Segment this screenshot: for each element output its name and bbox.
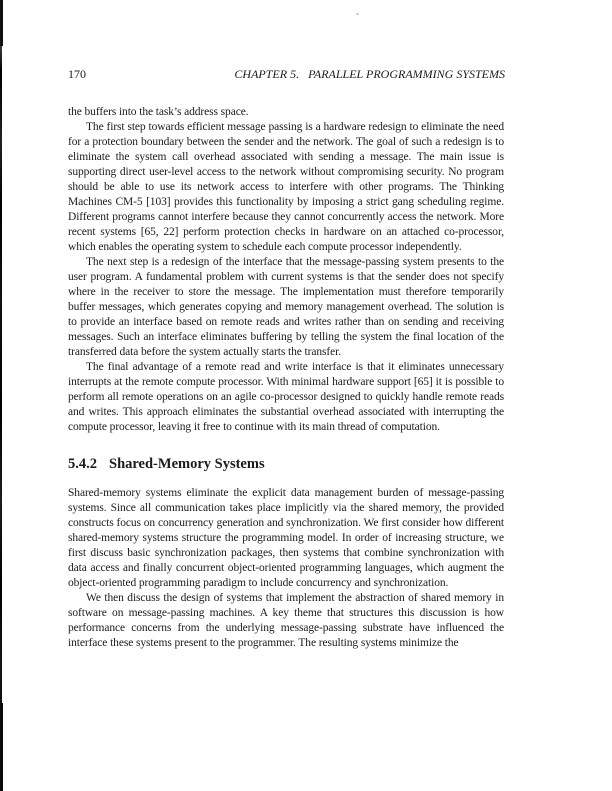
paragraph: Shared-memory systems eliminate the explicit data management burden of message-passing systems. Since all communication takes place implicitly via the shared memory, the provided constructs focus on concurrency generation and synchronization. We first consider how different shared-memory systems structure the programming model. In order of increasing structure, we first discuss basic synchronization packages, then systems that combine synchronization with data access and finally concurrent object-oriented programming languages, which augment the object-oriented programming paradigm to include concurrency and synchronization. [68, 487, 504, 589]
running-head [234, 67, 505, 81]
scan-edge-artifact [0, 0, 2, 791]
page-body [68, 105, 504, 651]
paragraph: We then discuss the design of systems that implement the abstraction of shared memory in software on message-passing machines. A key theme that structures this discussion is how performance concerns from the underlying message-passing substrate have influenced the interface these systems present to the programmer. The resulting systems minimize the [68, 592, 504, 649]
paragraph: The final advantage of a remote read and write interface is that it eliminates unnecessary interrupts at the remote compute processor. With minimal hardware support [65] it is possible to perform all remote operations on an agile co-processor designed to quickly handle remote reads and writes. This approach eliminates the substantial overhead associated with interrupting the compute processor, leaving it free to continue with its main thread of computation. [68, 361, 504, 433]
section-heading [68, 455, 504, 473]
running-head-chapter-title: PARALLEL PROGRAMMING SYSTEMS [308, 67, 505, 81]
section-number: 5.4.2 [68, 456, 97, 472]
paragraph: The next step is a redesign of the interface that the message-passing system presents to the user program. A fundamental problem with current systems is that the sender does not specify where in the receiver to store the message. The implementation must therefore temporarily buffer messages, which generates copying and memory management overhead. The solution is to provide an interface based on remote reads and writes rather than on sending and receiving messages. Such an interface eliminates buffering by telling the system the final location of the transferred data before the system actually starts the transfer. [68, 256, 504, 358]
page-number: 170 [68, 67, 86, 81]
section-title: Shared-Memory Systems [109, 456, 265, 472]
paragraph-continuation: the buffers into the task’s address space. [68, 106, 249, 118]
paragraph: The first step towards efficient message passing is a hardware redesign to eliminate the need for a protection boundary between the sender and the network. The goal of such a redesign is to eliminate the system call overhead associated with sending a message. The main issue is supporting direct user-level access to the network without compromising security. No program should be able to use its network access to interfere with other programs. The Thinking Machines CM-5 [103] provides this functionality by imposing a strict gang scheduling regime. Different programs cannot interfere because they cannot concurrently access the network. More recent systems [65, 22] perform protection checks in hardware on an attached co-processor, which enables the operating system to schedule each compute processor independently. [68, 121, 504, 253]
running-head-chapter-label: CHAPTER 5. [234, 67, 300, 81]
scan-speck-artifact [356, 13, 359, 15]
running-header [68, 67, 505, 81]
